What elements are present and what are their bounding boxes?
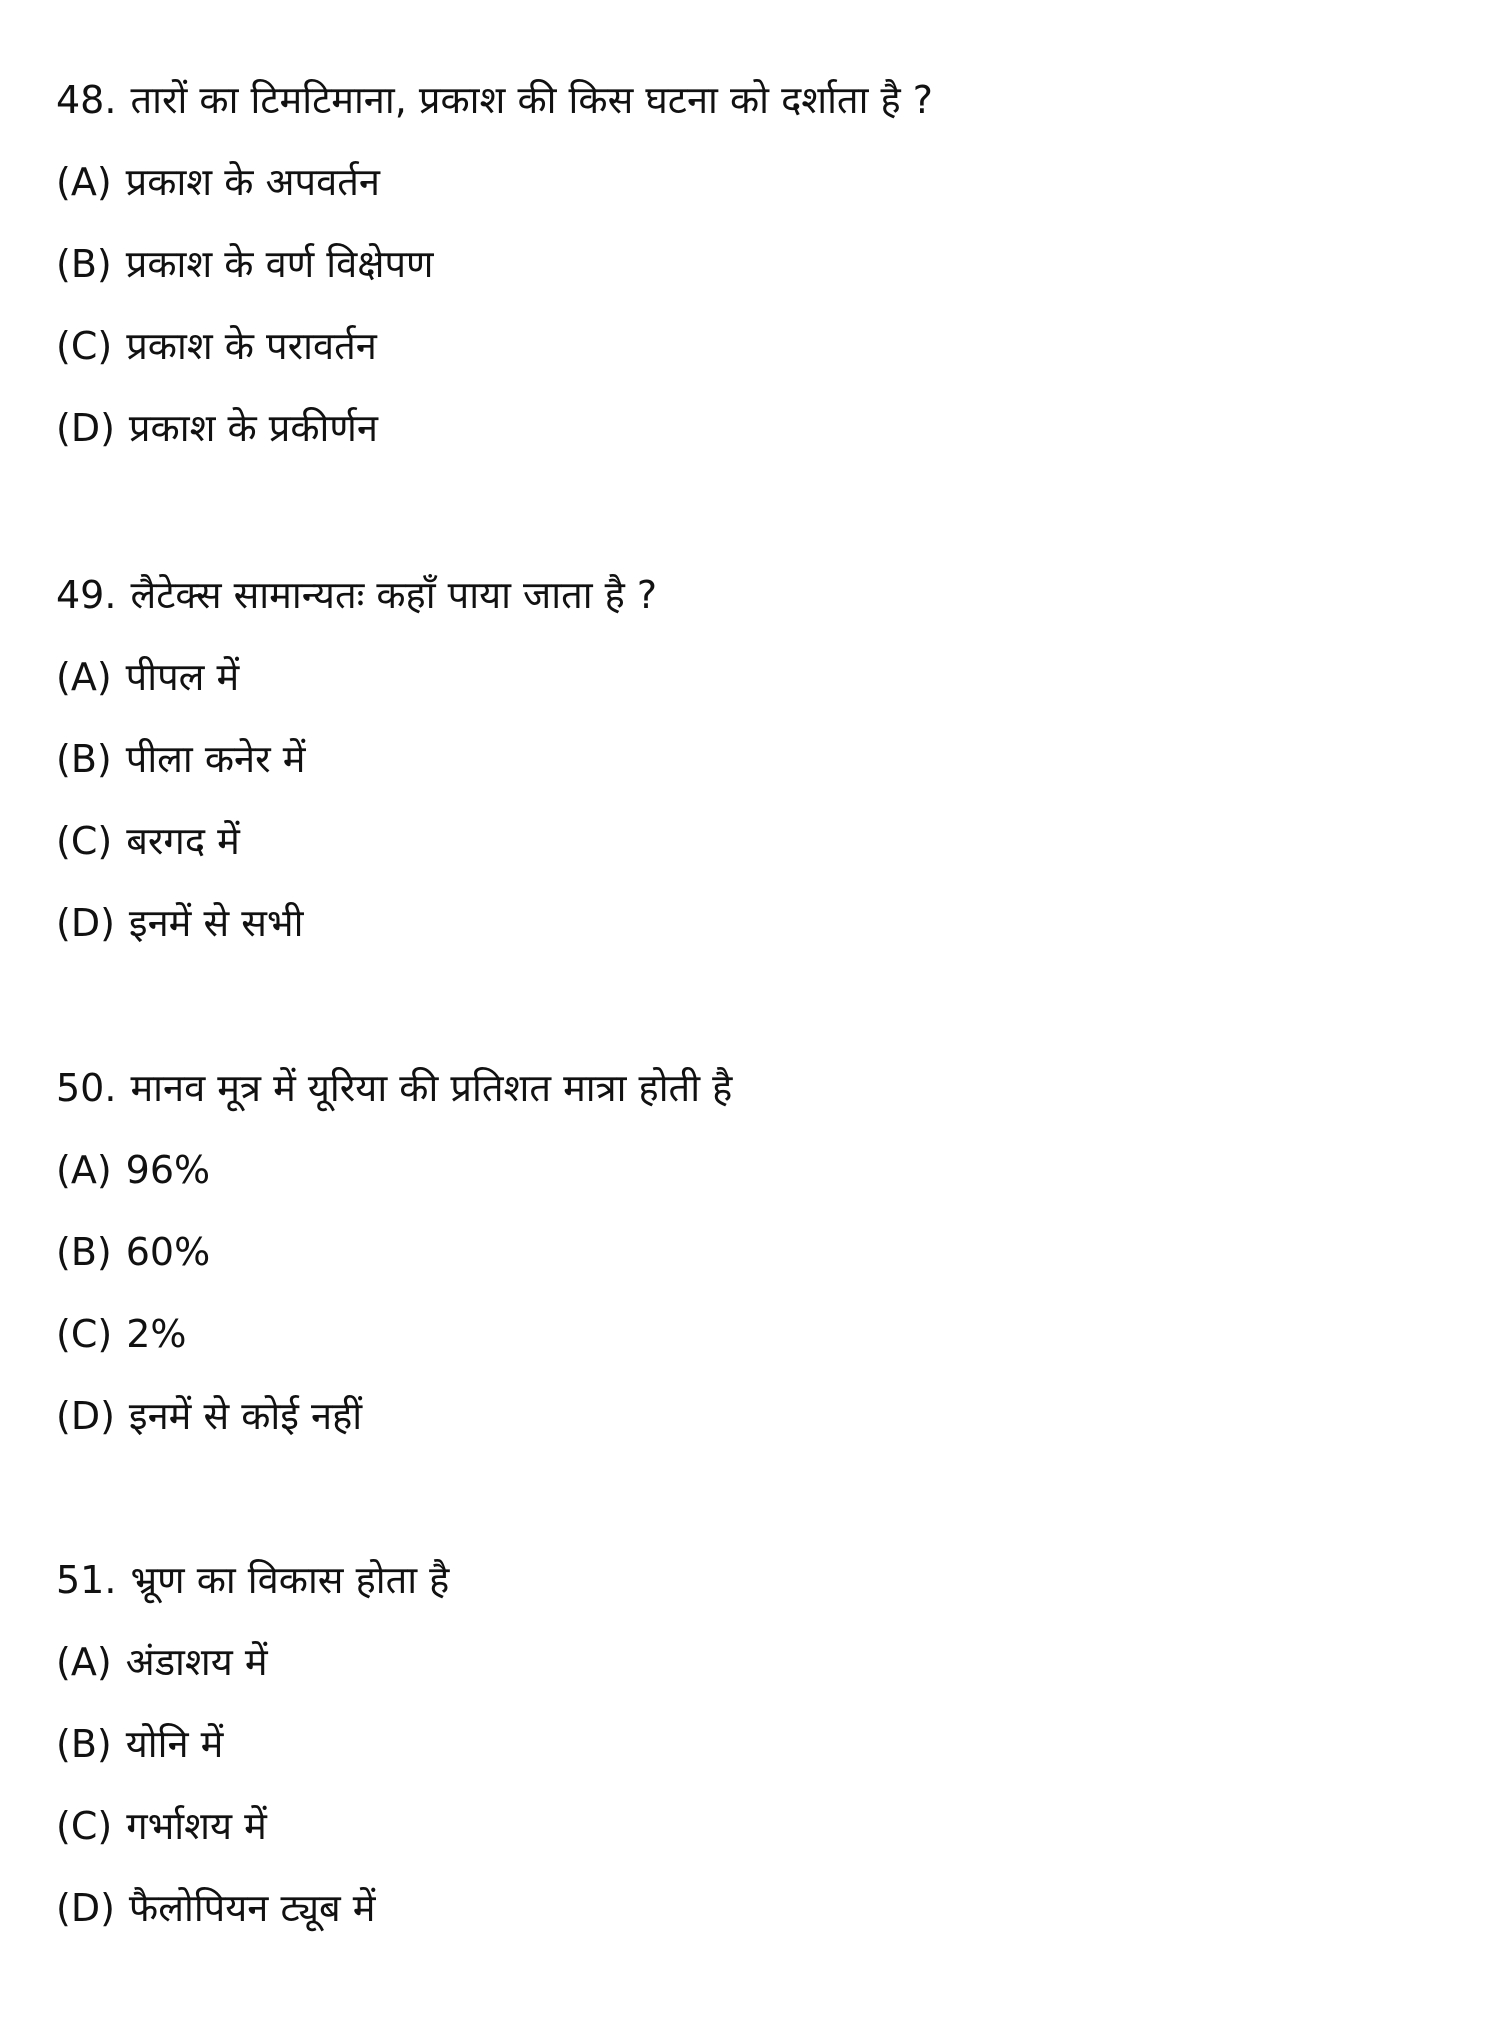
option-label: (B): [56, 242, 112, 286]
option-label: (D): [56, 1886, 115, 1930]
option-48-a: [56, 158, 380, 206]
option-label: (C): [56, 324, 113, 368]
question-number: 48.: [56, 78, 117, 122]
option-text: अंडाशय में: [125, 1640, 268, 1684]
option-51-b: [56, 1720, 223, 1768]
option-label: (A): [56, 655, 112, 699]
option-text: इनमें से सभी: [128, 901, 304, 945]
option-48-b: [56, 240, 434, 288]
option-text: 60%: [125, 1230, 211, 1274]
question-text: भ्रूण का विकास होता है: [130, 1558, 450, 1602]
question-number: 49.: [56, 573, 117, 617]
option-label: (B): [56, 1230, 112, 1274]
option-text: 2%: [126, 1312, 187, 1356]
option-49-c: [56, 817, 240, 865]
option-label: (C): [56, 1312, 113, 1356]
option-48-d: [56, 404, 378, 452]
option-label: (D): [56, 406, 115, 450]
question-50: [56, 1064, 732, 1112]
option-49-a: [56, 653, 239, 701]
option-text: फैलोपियन ट्यूब में: [128, 1886, 376, 1930]
option-text: प्रकाश के अपवर्तन: [125, 160, 380, 204]
option-label: (C): [56, 1804, 113, 1848]
option-label: (D): [56, 901, 115, 945]
option-49-d: [56, 899, 304, 947]
option-label: (B): [56, 737, 112, 781]
option-text: इनमें से कोई नहीं: [128, 1394, 363, 1438]
option-text: 96%: [125, 1148, 211, 1192]
option-51-c: [56, 1802, 267, 1850]
question-49: [56, 571, 657, 619]
question-51: [56, 1556, 449, 1604]
option-label: (D): [56, 1394, 115, 1438]
option-text: गर्भाशय में: [126, 1804, 267, 1848]
option-text: पीला कनेर में: [125, 737, 306, 781]
option-48-c: [56, 322, 377, 370]
option-text: प्रकाश के परावर्तन: [126, 324, 377, 368]
option-text: प्रकाश के वर्ण विक्षेपण: [125, 242, 434, 286]
question-text: मानव मूत्र में यूरिया की प्रतिशत मात्रा होती है: [130, 1066, 733, 1110]
option-49-b: [56, 735, 305, 783]
option-label: (A): [56, 160, 112, 204]
option-text: प्रकाश के प्रकीर्णन: [128, 406, 378, 450]
option-text: योनि में: [125, 1722, 224, 1766]
question-text: लैटेक्स सामान्यतः कहाँ पाया जाता है ?: [130, 573, 658, 617]
option-label: (A): [56, 1148, 112, 1192]
question-number: 50.: [56, 1066, 117, 1110]
option-50-d: [56, 1392, 362, 1440]
option-50-a: [56, 1146, 210, 1194]
option-51-a: [56, 1638, 268, 1686]
option-51-d: [56, 1884, 376, 1932]
question-text: तारों का टिमटिमाना, प्रकाश की किस घटना को दर्शाता है ?: [130, 78, 933, 122]
question-48: [56, 76, 933, 124]
option-50-c: [56, 1310, 186, 1358]
option-label: (A): [56, 1640, 112, 1684]
option-50-b: [56, 1228, 210, 1276]
option-label: (C): [56, 819, 113, 863]
question-number: 51.: [56, 1558, 117, 1602]
option-label: (B): [56, 1722, 112, 1766]
option-text: पीपल में: [125, 655, 240, 699]
option-text: बरगद में: [126, 819, 240, 863]
